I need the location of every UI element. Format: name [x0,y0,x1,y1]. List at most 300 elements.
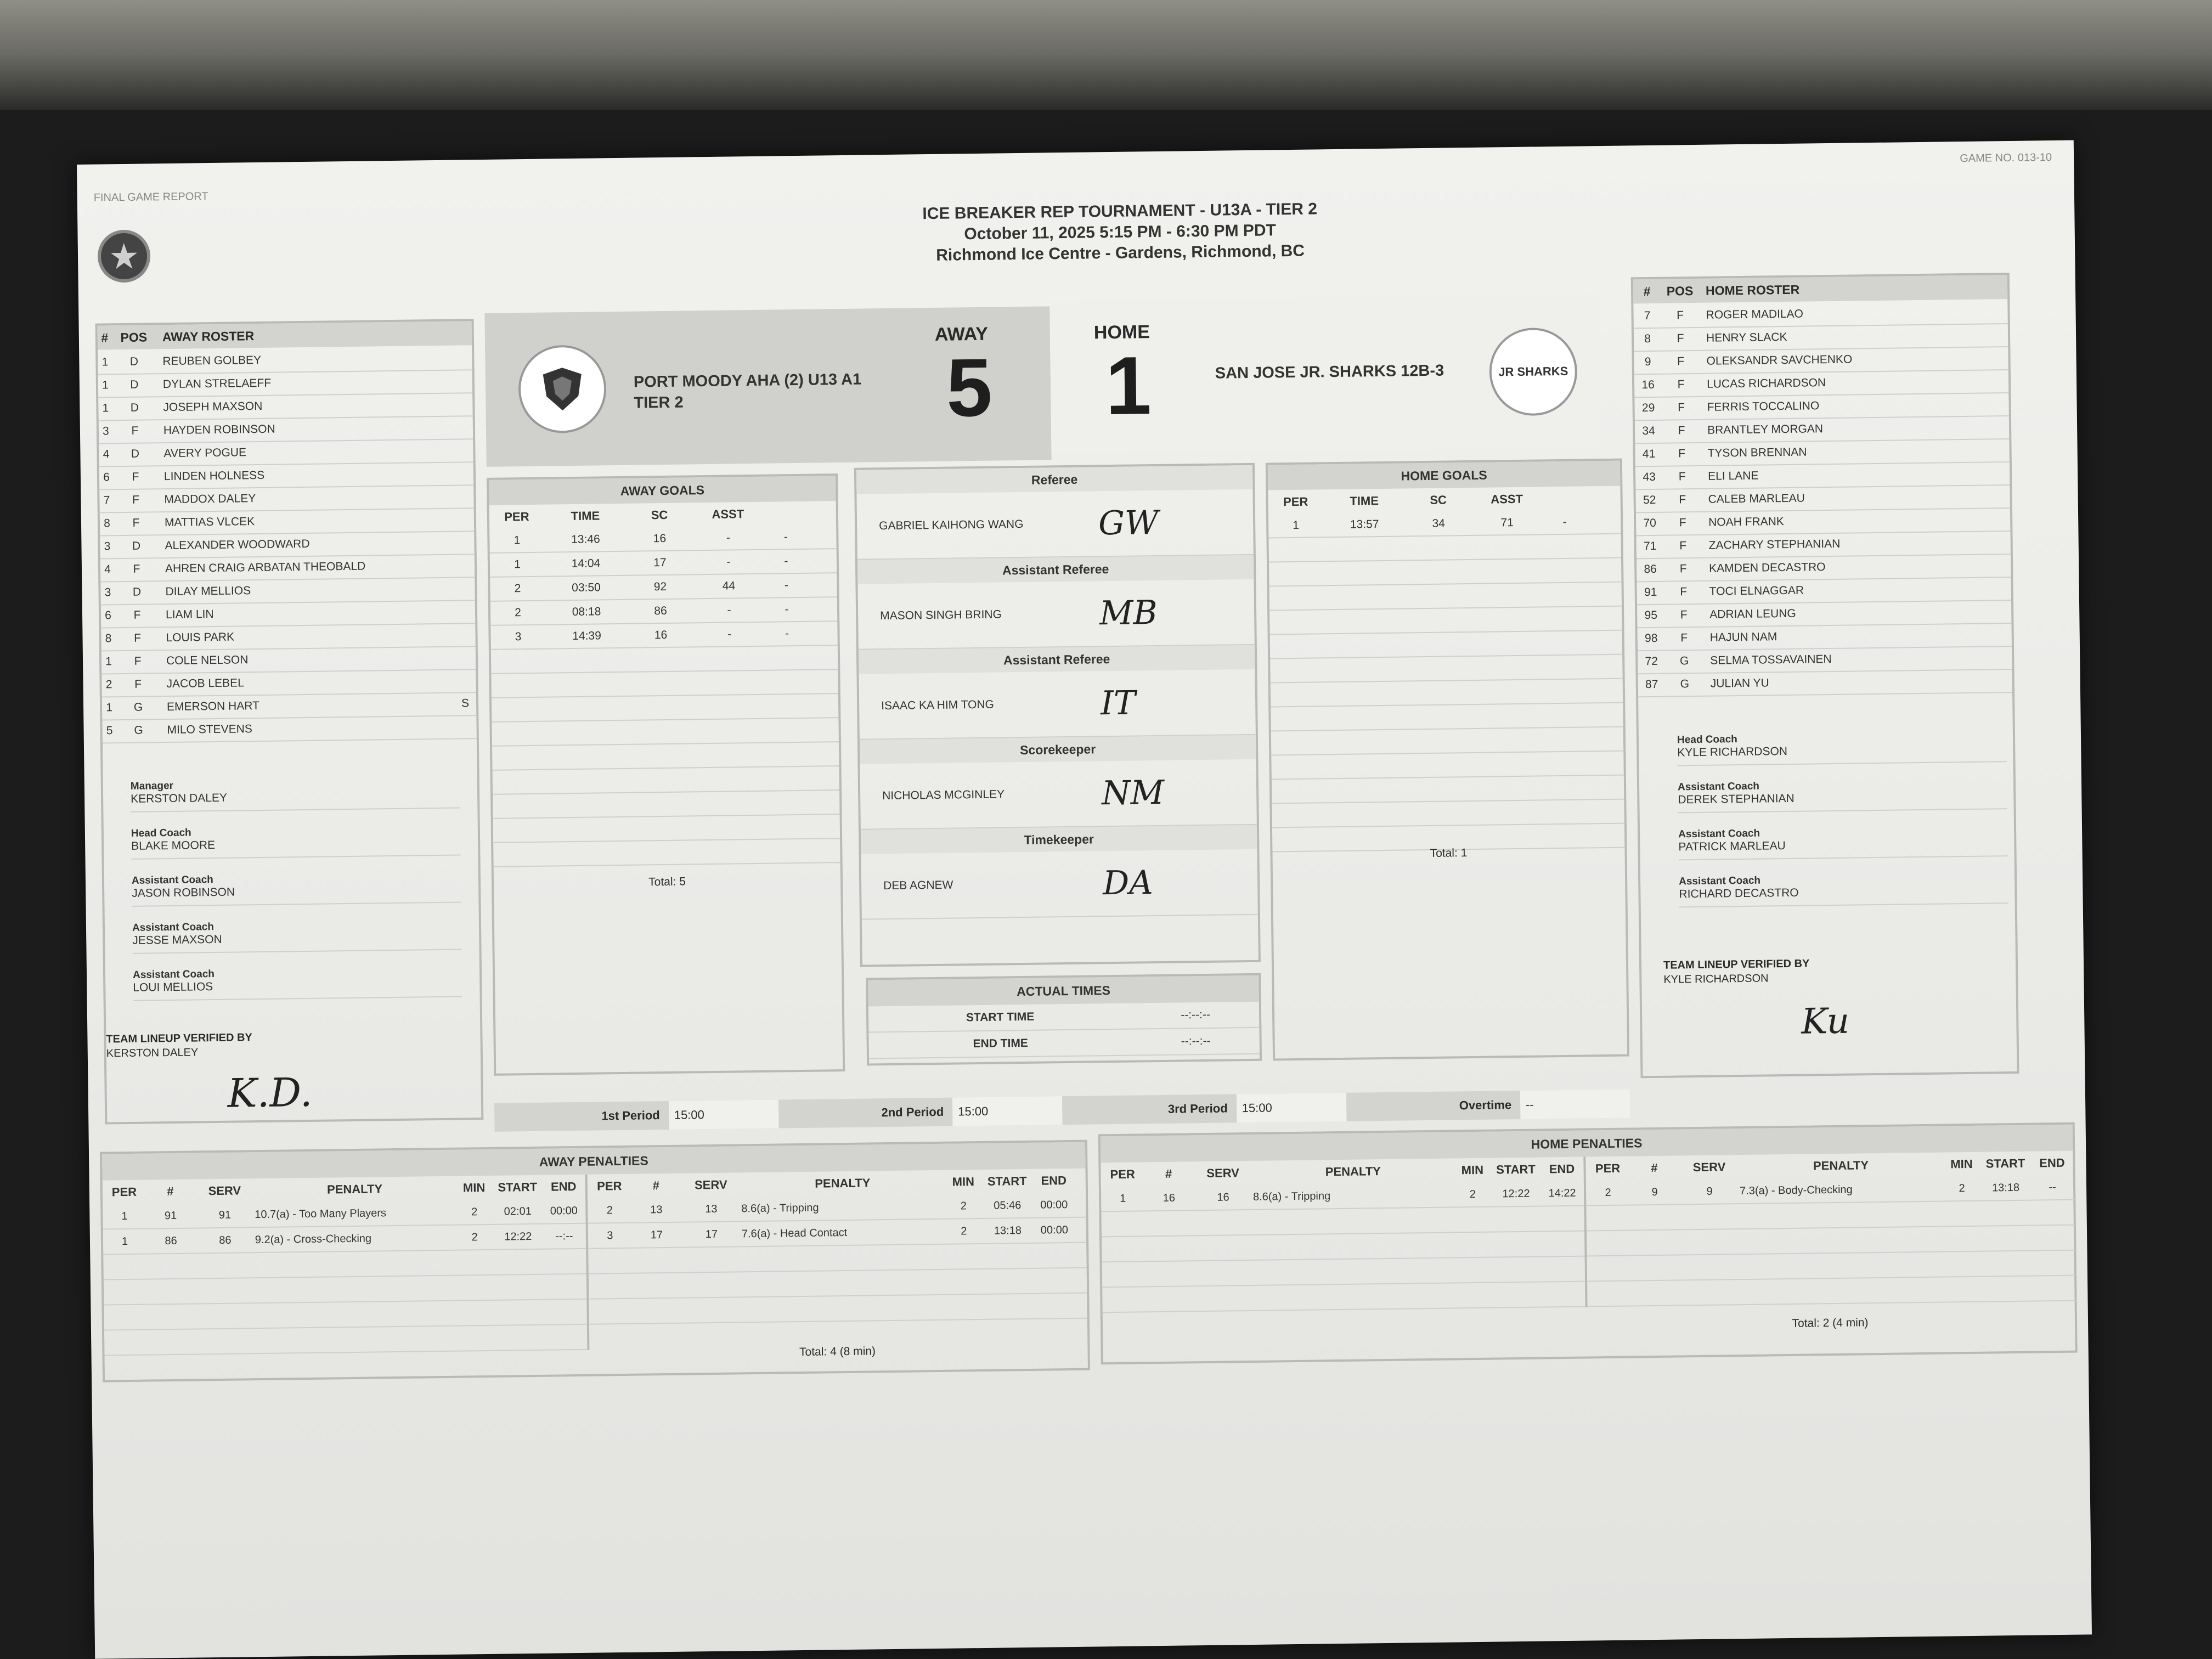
goal-cell: - [726,531,731,544]
staff-entry [1678,777,2007,813]
player-name: JOSEPH MAXSON [163,399,263,414]
official-signature: NM [1101,773,1165,813]
penalty-row-empty [1102,1282,1585,1313]
player-number: 91 [1644,585,1657,599]
goal-row-empty [1270,655,1622,684]
game-number: GAME NO. 013-10 [1960,151,2052,165]
staff-entry [133,966,462,1001]
official-role: Assistant Referee [859,645,1255,674]
staff-entry [1678,825,2008,860]
home-verified-name: KYLE RICHARDSON [1663,972,1769,986]
home-penalties-panel [1098,1122,2078,1365]
player-name: MILO STEVENS [167,723,252,737]
away-goals-panel [487,473,845,1076]
star-icon [109,241,140,272]
penalty-cell: 17 [705,1228,718,1240]
goal-row-empty [493,815,840,843]
player-position: F [1680,585,1688,599]
penalty-cell: 17 [650,1228,663,1241]
player-number: 5 [106,724,113,737]
goal-cell: - [727,628,732,641]
player-number: 1 [101,379,109,392]
player-number: 16 [1641,378,1655,392]
away-roster-title: AWAY ROSTER [162,328,255,344]
home-roster-title: HOME ROSTER [1705,282,1800,298]
player-number: 43 [1643,470,1656,484]
player-number: 98 [1644,631,1658,645]
away-penalties-right [588,1169,1088,1350]
goal-cell: 71 [1500,516,1514,529]
penalty-cell: 91 [218,1209,232,1221]
player-number: 34 [1642,424,1655,438]
player-position: F [134,654,142,668]
penalty-cell: 8.6(a) - Tripping [741,1201,819,1215]
penalty-col-header: SERV [208,1183,241,1198]
end-time-label: END TIME [973,1036,1029,1051]
player-position: D [132,585,142,599]
penalty-cell: 2 [960,1199,967,1212]
goal-row-empty [1270,631,1622,659]
penalty-cell: 00:00 [1040,1223,1069,1237]
player-name: ELI LANE [1708,469,1759,483]
home-logo-text: JR SHARKS [1498,364,1568,379]
player-name: SELMA TOSSAVAINEN [1710,652,1832,667]
penalty-col-header: # [1165,1166,1172,1181]
goal-row [490,622,837,650]
penalty-cell: 2 [961,1224,967,1237]
officials-list [856,465,1258,920]
away-goals-title: AWAY GOALS [489,476,836,505]
player-position: F [1678,447,1686,460]
player-name: HAYDEN ROBINSON [163,422,275,437]
player-name: LIAM LIN [165,608,214,622]
home-penalties-left-rows [1101,1181,1585,1313]
player-name: HENRY SLACK [1706,330,1787,345]
player-position: G [134,724,143,737]
player-number: 8 [104,517,110,530]
goal-cell: 03:50 [572,581,601,595]
staff-name: LOUI MELLIOS [133,980,213,994]
goals-col-header: ASST [1491,492,1523,506]
staff-entry [131,777,460,812]
start-time-value: --:--:-- [1181,1008,1211,1022]
goal-cell: - [727,603,731,617]
player-position: F [1678,424,1685,437]
player-position: F [1679,539,1687,552]
staff-name: BLAKE MOORE [131,839,216,853]
player-number: 9 [1644,355,1651,369]
player-number: 87 [1645,678,1658,691]
goal-row-empty [492,718,838,747]
home-penalties-total: Total: 2 (4 min) [1792,1316,1869,1330]
goals-col-header: TIME [571,509,600,523]
away-roster-header [98,321,472,349]
home-verified-signature: Ku [1801,1001,1850,1042]
goal-cell: 44 [722,579,736,592]
goal-row-empty [491,646,838,674]
home-roster-header [1633,275,2007,303]
association-logo [97,229,150,283]
goals-col-header: ASST [712,507,744,521]
penalty-row-empty [104,1325,587,1356]
end-time-row [868,1028,1260,1059]
goals-col-header [1543,498,1587,499]
penalty-cell: 2 [1605,1186,1611,1199]
goal-cell: 2 [515,606,522,619]
penalty-row-empty [589,1294,1087,1325]
staff-role: Assistant Coach [1679,874,1761,888]
player-position: F [1678,401,1685,414]
home-goals-columns [1268,486,1620,515]
goal-row-empty [1269,607,1622,635]
player-position: F [1677,332,1684,345]
home-scoreboard [1049,294,1600,454]
home-goals-panel [1266,459,1629,1061]
home-team-name: SAN JOSE JR. SHARKS 12B-3 [1215,362,1444,382]
home-penalties-left [1101,1157,1587,1313]
away-goals-columns [489,501,836,529]
penalty-col-header: START [987,1173,1027,1188]
actual-times-title: ACTUAL TIMES [868,975,1259,1007]
official-name: ISAAC KA HIM TONG [881,698,995,713]
goal-row-empty [1269,583,1622,611]
player-number: 1 [102,402,109,415]
goal-row [1268,510,1621,539]
tournament-title: ICE BREAKER REP TOURNAMENT - U13A - TIER 2 [922,200,1318,223]
player-number: 95 [1644,608,1658,622]
official-row [861,849,1257,920]
staff-role: Head Coach [131,827,191,839]
goal-cell: - [783,531,788,544]
player-name: MADDOX DALEY [164,492,256,506]
staff-name: PATRICK MARLEAU [1678,839,1786,854]
end-time-value: --:--:-- [1181,1034,1211,1048]
player-position: F [1677,355,1685,368]
goal-cell: 1 [514,558,521,571]
goal-row [490,549,837,578]
player-number: 6 [105,609,112,622]
player-name: DYLAN STRELAEFF [162,376,272,391]
home-penalties-title: HOME PENALTIES [1101,1125,2073,1163]
player-number: 4 [104,563,111,576]
goal-cell: 17 [653,556,667,569]
penalty-cell: 13:18 [994,1224,1022,1237]
actual-times-panel [866,973,1262,1066]
penalty-cell: 9 [1706,1185,1713,1198]
roster-row [102,715,476,743]
staff-name: JASON ROBINSON [132,885,235,900]
goal-cell: 86 [654,604,667,618]
player-name: DILAY MELLIOS [165,584,251,599]
period-lengths-bar [494,1090,1630,1132]
goal-row [489,525,836,554]
penalty-col-header: SERV [1692,1160,1726,1175]
player-number: 52 [1643,493,1656,507]
penalty-cell: 00:00 [1040,1198,1068,1211]
player-name: MATTIAS VLCEK [164,515,255,529]
player-name: LUCAS RICHARDSON [1706,376,1826,391]
player-position: F [131,424,139,437]
player-number: 86 [1644,562,1657,576]
player-position: F [1679,516,1686,529]
period-value: 15:00 [1236,1093,1346,1122]
penalty-col-header: START [498,1180,538,1194]
player-number: 3 [104,540,111,553]
penalty-col-header: # [167,1184,174,1199]
period-segment [494,1100,778,1132]
player-name: EMERSON HART [166,699,260,714]
penalty-col-header: PER [1110,1167,1135,1182]
player-position: F [1679,562,1687,575]
player-name: HAJUN NAM [1709,630,1778,644]
goal-cell: 3 [515,630,522,644]
away-penalties-tables [103,1169,1088,1356]
staff-role: Assistant Coach [131,874,213,887]
penalty-cell: 16 [1163,1192,1175,1204]
report-header [681,196,1559,269]
official-role: Referee [856,465,1252,494]
goal-row-empty [1271,752,1623,780]
penalty-cell: 16 [1217,1190,1229,1204]
penalty-cell: 1 [121,1210,128,1222]
staff-role: Head Coach [1677,733,1737,746]
penalty-cell: 9.2(a) - Cross-Checking [255,1232,372,1246]
player-position: F [132,493,140,506]
player-number: 1 [106,701,113,714]
penalty-cell: 10.7(a) - Too Many Players [255,1206,387,1221]
player-position: F [132,470,139,483]
player-number: 2 [105,678,112,691]
report-label: FINAL GAME REPORT [93,190,208,204]
staff-role: Manager [130,780,174,792]
goal-row-empty [493,839,840,867]
player-name: CALEB MARLEAU [1708,492,1805,506]
penalty-cell: 13 [705,1203,718,1215]
penalty-col-header: MIN [952,1175,975,1189]
staff-entry [132,871,461,907]
away-team-logo [518,345,607,433]
penalty-col-header: # [1651,1160,1658,1175]
player-number: 8 [105,632,112,645]
player-number: 6 [103,471,110,484]
goal-cell: 13:46 [571,533,600,546]
penalty-col-header: SERV [1206,1166,1239,1180]
period-label: 1st Period [601,1108,660,1123]
player-position: G [133,701,143,714]
player-position: D [129,355,139,368]
goal-cell: - [785,627,789,640]
goal-cell: 16 [654,628,668,642]
penalty-col-header: # [652,1178,660,1193]
penalty-cell: 2 [1469,1188,1476,1200]
penalty-col-header: END [550,1180,577,1194]
goals-col-header: TIME [1350,494,1379,508]
penalty-col-header: PER [597,1179,622,1193]
goals-col-header: PER [504,509,529,524]
player-position: F [134,678,142,691]
away-team-name: PORT MOODY AHA (2) U13 A1 TIER 2 [633,370,862,412]
col-position: POS [120,329,148,345]
player-name: JULIAN YU [1710,676,1769,690]
player-position: F [133,631,142,645]
player-name: NOAH FRANK [1708,515,1785,529]
penalty-cell: 91 [164,1209,177,1222]
penalty-cell: 1 [121,1235,128,1248]
penalty-cell: 2 [1959,1182,1965,1194]
staff-name: DEREK STEPHANIAN [1678,792,1795,806]
goal-cell: 1 [514,534,521,547]
player-flag: S [461,697,470,710]
official-role: Assistant Referee [857,555,1254,584]
player-name: ZACHARY STEPHANIAN [1708,537,1841,552]
goal-row-empty [1271,703,1623,732]
goal-cell: 13:57 [1350,518,1379,531]
period-segment [778,1096,1062,1128]
away-verified-label: TEAM LINEUP VERIFIED BY [106,1031,252,1046]
goal-cell: 14:39 [572,629,601,643]
player-position: F [1680,608,1688,622]
home-team-logo [1489,328,1578,416]
goal-cell: 14:04 [571,557,601,571]
home-roster-panel [1631,273,2019,1078]
player-name: TOCI ELNAGGAR [1709,584,1804,598]
period-segment [1346,1090,1630,1121]
away-penalties-panel [100,1140,1090,1383]
player-name: KAMDEN DECASTRO [1709,561,1826,575]
penalty-cell: 13:18 [1991,1181,2020,1194]
player-name: AVERY POGUE [163,446,247,460]
player-number: 7 [103,494,110,507]
period-segment [1062,1093,1346,1125]
penalty-col-header: START [1496,1162,1536,1177]
penalty-col-header: PENALTY [815,1176,871,1190]
player-position: F [1678,470,1686,483]
penalty-col-header: END [1041,1173,1067,1188]
goal-cell: 92 [653,580,667,594]
goal-row-empty [1272,800,1624,828]
penalty-cell: 12:22 [504,1230,532,1243]
shield-icon [538,364,588,414]
player-position: F [1680,631,1688,645]
game-venue: Richmond Ice Centre - Gardens, Richmond, BC [936,241,1305,264]
player-number: 3 [102,425,109,438]
official-signature: MB [1099,594,1158,633]
penalty-col-header: MIN [462,1181,486,1195]
player-position: D [132,539,141,552]
game-datetime: October 11, 2025 5:15 PM - 6:30 PM PDT [964,221,1277,244]
staff-role: Assistant Coach [1678,827,1760,840]
period-value: 15:00 [952,1096,1063,1126]
goal-cell: - [784,555,788,568]
col-position: POS [1666,283,1694,298]
goal-cell: - [726,555,731,568]
goal-cell: - [1562,515,1567,528]
official-signature: DA [1102,864,1154,903]
penalty-cell: 2 [606,1204,613,1216]
penalty-cell: 00:00 [550,1204,578,1217]
player-number: 29 [1641,401,1655,415]
player-number: 71 [1643,539,1657,553]
goals-col-header: PER [1283,494,1308,509]
start-time-row [868,1002,1260,1033]
goal-cell: - [784,579,789,592]
penalty-cell: 12:22 [1502,1187,1530,1200]
goal-row-empty [1272,776,1624,804]
goal-cell: - [785,603,789,616]
player-name: OLEKSANDR SAVCHENKO [1706,353,1853,368]
penalty-cell: 9 [1651,1186,1658,1198]
penalty-cell: 86 [219,1234,232,1246]
penalty-cell: 2 [471,1205,478,1218]
period-value: 15:00 [668,1100,778,1130]
home-penalties-tables [1101,1151,2074,1313]
penalty-col-header: PER [1595,1161,1621,1176]
goals-col-header: SC [651,507,668,522]
home-penalties-right [1585,1151,2075,1307]
penalty-row-empty [1587,1276,2075,1307]
penalty-cell: 14:22 [1548,1187,1576,1199]
player-name: ROGER MADILAO [1706,307,1804,321]
player-name: JACOB LEBEL [166,676,244,691]
player-number: 3 [104,586,111,599]
staff-name: KYLE RICHARDSON [1677,744,1788,759]
staff-role: Assistant Coach [1677,780,1760,793]
penalty-cell: 86 [165,1234,177,1247]
away-scoreboard [484,306,1051,467]
player-number: 1 [101,356,109,369]
home-goals-rows [1268,510,1624,853]
player-number: 1 [105,655,112,668]
goal-row [490,597,837,626]
official-signature: IT [1100,684,1136,723]
background-wall [0,0,2212,110]
away-penalties-right-rows [588,1193,1087,1325]
goal-row-empty [491,670,838,698]
away-verified-signature: K.D. [227,1069,313,1116]
penalty-cell: 7.6(a) - Head Contact [741,1226,848,1240]
penalty-col-header: END [2039,1155,2065,1170]
period-label: Overtime [1459,1098,1512,1113]
goal-cell: 1 [1293,518,1300,532]
penalty-col-header: END [1549,1161,1575,1176]
away-penalties-title: AWAY PENALTIES [102,1142,1085,1181]
goal-cell: 16 [653,532,667,545]
player-name: LOUIS PARK [166,630,235,645]
away-label: AWAY [934,323,989,345]
game-report-sheet [77,140,2092,1659]
player-name: AHREN CRAIG ARBATAN THEOBALD [165,560,366,575]
penalty-cell: 13 [650,1203,663,1216]
official-row [859,669,1255,740]
player-position: D [131,447,140,460]
away-penalties-total: Total: 4 (8 min) [799,1345,876,1359]
goal-row [490,573,837,602]
player-position: F [1679,493,1686,506]
penalty-cell: 1 [1120,1192,1126,1205]
player-number: 8 [1644,332,1651,346]
goal-row-empty [493,766,839,795]
official-name: MASON SINGH BRING [880,608,1002,623]
staff-role: Assistant Coach [132,921,214,934]
player-number: 7 [1644,309,1651,323]
penalty-col-header: PENALTY [1813,1158,1869,1173]
penalty-col-header: START [1985,1156,2025,1171]
penalty-col-header: PER [111,1184,137,1199]
penalty-cell: 02:01 [504,1205,532,1218]
player-number: 70 [1643,516,1657,530]
period-label: 2nd Period [881,1104,944,1120]
goal-cell: 34 [1432,517,1445,530]
